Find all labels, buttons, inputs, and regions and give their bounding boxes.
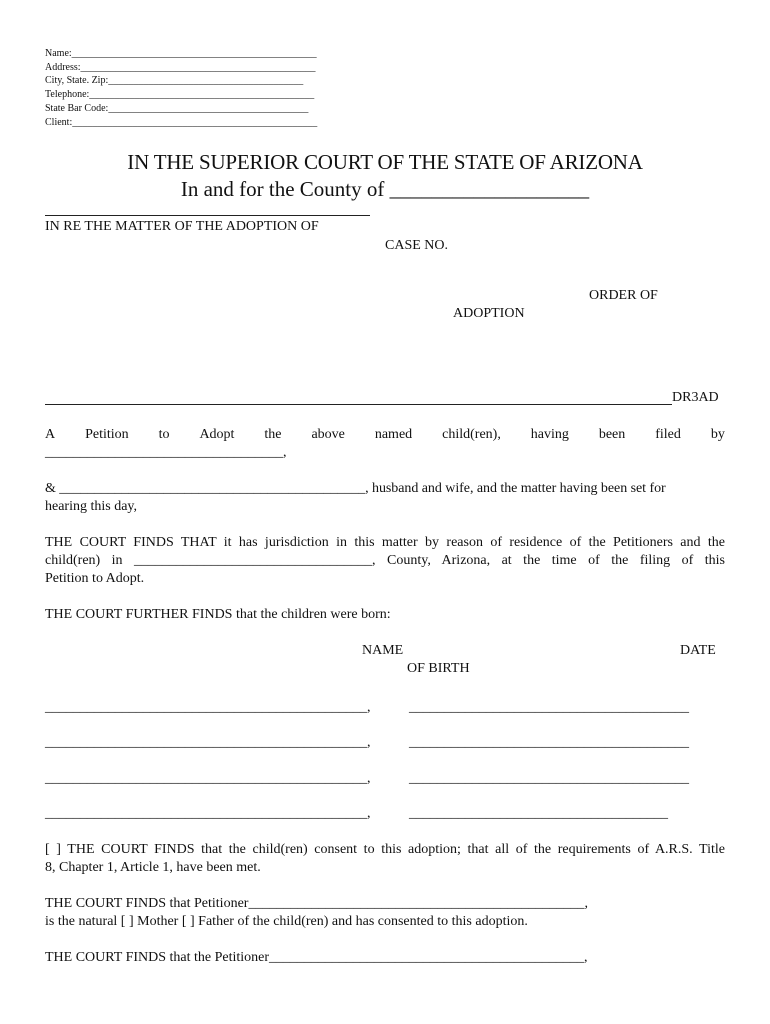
petition-word: A <box>45 427 56 442</box>
adoption-label: ADOPTION <box>453 306 525 321</box>
birth-date-blank[interactable]: ________________________________________ <box>409 735 689 750</box>
client-field[interactable]: Client:_________________________________________________ <box>45 117 318 128</box>
order-of-label: ORDER OF <box>589 288 658 303</box>
date-column-header: DATE <box>680 643 716 658</box>
case-number-label: CASE NO. <box>385 238 449 253</box>
county-line[interactable]: In and for the County of ___________________ <box>180 177 590 201</box>
petition-word: filed <box>655 427 681 442</box>
jurisdiction-line-2[interactable]: child(ren) in __________________________________, County, Arizona, at the time of the filing of this <box>45 553 725 568</box>
city-state-zip-field[interactable]: City, State. Zip:_______________________________________ <box>45 75 304 86</box>
child-name-blank[interactable]: ______________________________________________, <box>45 771 371 786</box>
jurisdiction-line-3: Petition to Adopt. <box>45 571 145 586</box>
birth-date-blank[interactable]: _____________________________________ <box>409 806 668 821</box>
natural-parent-line[interactable]: is the natural [ ] Mother [ ] Father of the child(ren) and has consented to this adoption. <box>45 914 528 929</box>
petitioner-finding-line[interactable]: THE COURT FINDS that Petitioner________________________________________________, <box>45 896 588 911</box>
petition-word: Petition <box>85 427 129 442</box>
petitioner-blank[interactable]: __________________________________, <box>45 445 287 460</box>
petition-word: child(ren), <box>442 427 501 442</box>
name-field[interactable]: Name:_________________________________________________ <box>45 48 317 59</box>
birth-date-blank[interactable]: ________________________________________ <box>409 700 689 715</box>
the-petitioner-finding-line[interactable]: THE COURT FINDS that the Petitioner_____________________________________________, <box>45 950 588 965</box>
born-intro: THE COURT FURTHER FINDS that the children were born: <box>45 607 391 622</box>
spouse-line[interactable]: & ____________________________________________, husband and wife, and the matter having been set for <box>45 481 666 496</box>
petition-word: been <box>598 427 626 442</box>
caption-divider <box>45 215 370 216</box>
consent-finding-line-1[interactable]: [ ] THE COURT FINDS that the child(ren) consent to this adoption; that all of the requirements of A.R.S. Title <box>45 842 725 857</box>
form-code: DR3AD <box>672 390 719 405</box>
court-title: IN THE SUPERIOR COURT OF THE STATE OF ARIZONA <box>127 150 643 174</box>
hearing-line: hearing this day, <box>45 499 138 514</box>
jurisdiction-line-1: THE COURT FINDS THAT it has jurisdiction in this matter by reason of residence of the Petitioners and the <box>45 535 725 550</box>
petition-word: to <box>158 427 170 442</box>
address-field[interactable]: Address:_______________________________________________ <box>45 62 316 73</box>
petition-word: the <box>264 427 282 442</box>
petition-word: having <box>530 427 569 442</box>
name-column-header: NAME <box>362 643 404 658</box>
petition-word: by <box>710 427 725 442</box>
child-name-blank[interactable]: ______________________________________________, <box>45 735 371 750</box>
form-code-divider <box>45 404 672 405</box>
consent-finding-line-2: 8, Chapter 1, Article 1, have been met. <box>45 860 261 875</box>
child-name-blank[interactable]: ______________________________________________, <box>45 806 371 821</box>
birth-date-blank[interactable]: ________________________________________ <box>409 771 689 786</box>
matter-caption: IN RE THE MATTER OF THE ADOPTION OF <box>45 219 319 234</box>
telephone-field[interactable]: Telephone:_____________________________________________ <box>45 89 315 100</box>
petition-word: Adopt <box>199 427 235 442</box>
petition-word: above <box>311 427 345 442</box>
child-name-blank[interactable]: ______________________________________________, <box>45 700 371 715</box>
of-birth-header: OF BIRTH <box>407 661 470 676</box>
state-bar-code-field[interactable]: State Bar Code:________________________________________ <box>45 103 309 114</box>
petition-line <box>45 427 725 443</box>
petition-word: named <box>374 427 413 442</box>
